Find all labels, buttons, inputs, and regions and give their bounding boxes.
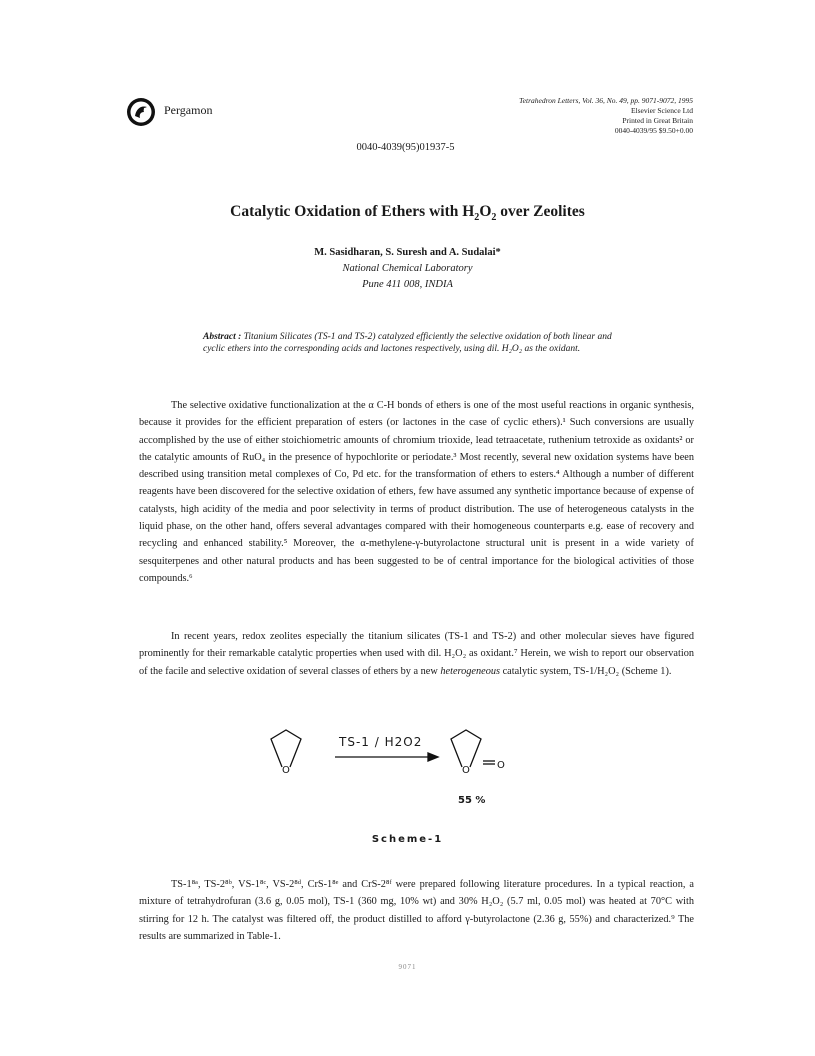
pergamon-logo-icon	[126, 97, 156, 127]
lactone-ring-oxygen-label: O	[462, 765, 470, 776]
butyrolactone-structure	[451, 730, 495, 767]
abstract-label: Abstract :	[203, 332, 242, 342]
paper-title: Catalytic Oxidation of Ethers with $H_2O_2$ over Zeolites	[230, 203, 585, 224]
publisher-name: Pergamon	[164, 103, 213, 117]
author-names: M. Sasidharan, S. Suresh and A. Sudalai*	[314, 247, 501, 258]
body-paragraph-1: The selective oxidative functionalization at the α C-H bonds of ethers is one of the most useful reactions in organic synthesis, because it provides for the efficient preparation of esters (or lactones in the case of cyclic ethers).¹ Such conversions are usually accomplished by the use of either stoichiometric amounts of chromium trioxide, lead tetraacetate, ruthenium tetroxide as oxidants² or the catalytic amounts of RuO₄ in the presence of hypochlorite or periodate.³ Most recently, several new oxidation systems have been described using transition metal complexes of Co, Pd etc. for the transformation of ethers to esters.⁴ Although a number of different reagents have been discovered for the selective oxidation of ethers, few have assumed any synthetic importance because of expense of catalysts, high acidity of the media and poor selectivity in terms of product distribution. The use of heterogeneous catalysts in the liquid phase, on the other hand, offers several advantages compared with their homogeneous counterparts e.g. ease of recovery and recycling and enhanced stability.⁵ Moreover, the α-methylene-γ-butyrolactone structural unit is present in a wide variety of sesquiterpenes and other natural products and has been suggested to be of central importance for the biological activities of those compounds.⁶	[139, 400, 694, 584]
body-paragraph-2: In recent years, redox zeolites especially the titanium silicates (TS-1 and TS-2) and other molecular sieves have figured prominently for their remarkable catalytic properties when used with dil. H₂O₂ as oxidant.⁷ Herein, we wish to report our observation of the facile and selective oxidation of several classes of ethers by a new heterogeneous catalytic system, TS-1/H₂O₂ (Scheme 1).	[139, 631, 694, 677]
tetrahydrofuran-structure	[271, 730, 301, 767]
thf-oxygen-label: O	[282, 765, 290, 776]
journal-citation	[519, 96, 693, 136]
reaction-yield: 55 %	[458, 795, 486, 806]
carbonyl-oxygen-label: O	[497, 760, 505, 771]
reaction-reagent: TS-1 / H2O2	[339, 735, 423, 749]
reaction-arrow	[335, 753, 438, 761]
doi-identifier: 0040-4039(95)01937-5	[356, 142, 455, 153]
journal-line-4: 0040-4039/95 $9.50+0.00	[614, 126, 693, 135]
author-institution: National Chemical Laboratory	[342, 263, 473, 274]
page-number: 9071	[398, 963, 417, 971]
emphasis-heterogeneous: heterogeneous	[440, 665, 501, 677]
author-address: Pune 411 008, INDIA	[362, 279, 453, 290]
journal-line-3: Printed in Great Britain	[622, 116, 693, 125]
abstract-text: Titanium Silicates (TS-1 and TS-2) catalyzed efficiently the selective oxidation of both linear and cyclic ethers into the corresponding acids and lactones respectively, using dil. H₂O₂ as the oxidant.	[203, 332, 612, 354]
scheme-caption: Scheme-1	[371, 834, 444, 845]
author-block	[0, 245, 815, 293]
journal-line-1: Tetrahedron Letters, Vol. 36, No. 49, pp. 9071-9072, 1995	[519, 96, 693, 105]
body-paragraph-3: TS-1⁸ᵃ, TS-2⁸ᵇ, VS-1⁸ᶜ, VS-2⁸ᵈ, CrS-1⁸ᵉ and CrS-2⁸ᶠ were prepared following literature procedures. In a typical reaction, a mixture of tetrahydrofuran (3.6 g, 0.05 mol), TS-1 (360 mg, 10% wt) and 30% H₂O₂ (5.7 ml, 0.05 mol) was heated at 70°C with stirring for 12 h. The catalyst was filtered off, the product distilled to afford γ-butyrolactone (2.36 g, 55%) and characterized.⁹ The results are summarized in Table-1.	[139, 879, 694, 942]
journal-line-2: Elsevier Science Ltd	[630, 106, 693, 115]
abstract	[203, 332, 633, 355]
